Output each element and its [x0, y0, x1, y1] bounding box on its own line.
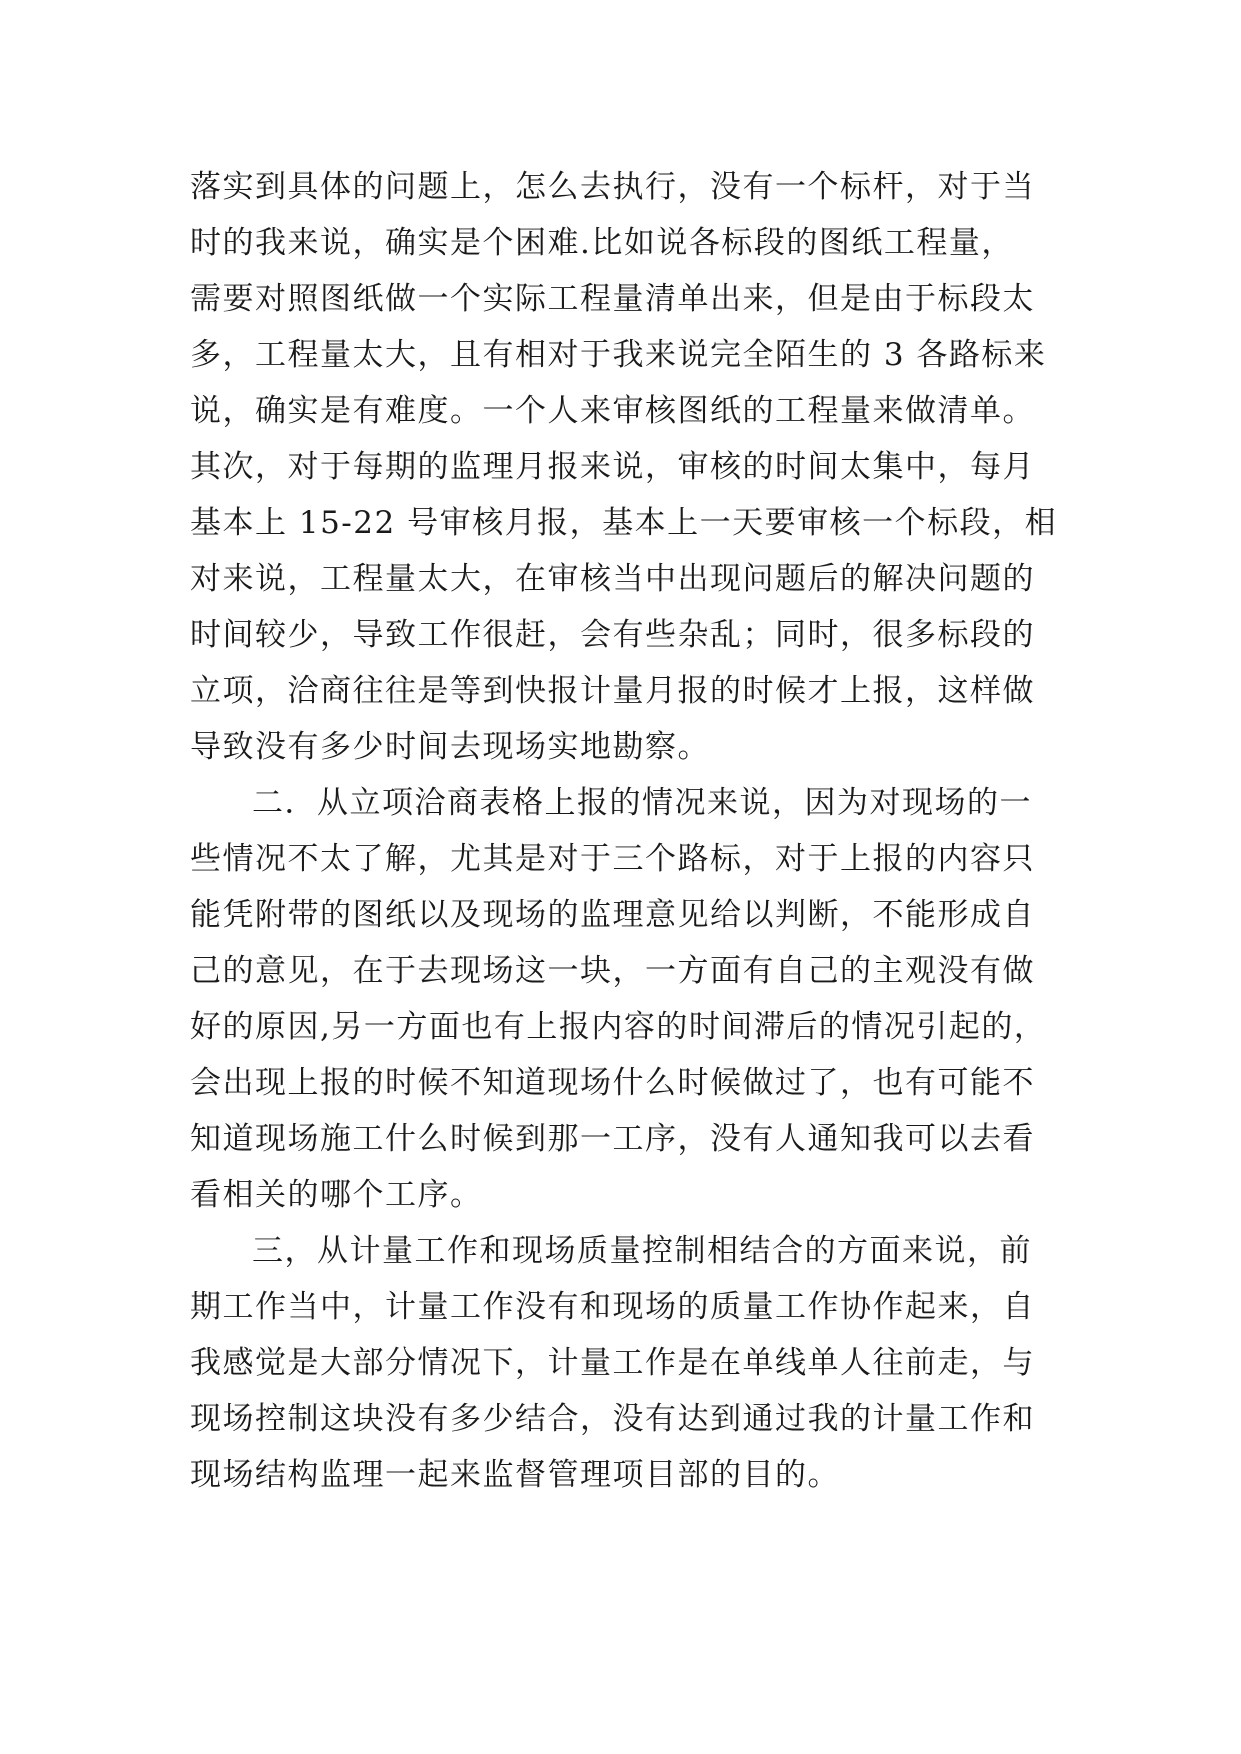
text-line-18: 知道现场施工什么时候到那一工序，没有人通知我可以去看	[190, 1121, 1035, 1157]
text-line-15: 己的意见，在于去现场这一块，一方面有自己的主观没有做	[190, 953, 1035, 989]
text-line-23: 现场控制这块没有多少结合，没有达到通过我的计量工作和	[190, 1401, 1035, 1437]
text-line-21: 期工作当中，计量工作没有和现场的质量工作协作起来，自	[190, 1289, 1035, 1325]
text-line-17: 会出现上报的时候不知道现场什么时候做过了，也有可能不	[190, 1065, 1035, 1101]
text-line-2: 时的我来说，确实是个困难.比如说各标段的图纸工程量，	[190, 225, 1014, 261]
text-line-16: 好的原因,另一方面也有上报内容的时间滞后的情况引起的，	[190, 1009, 1047, 1045]
text-line-6: 其次，对于每期的监理月报来说，审核的时间太集中，每月	[190, 449, 1035, 485]
text-line-24: 现场结构监理一起来监督管理项目部的目的。	[190, 1457, 840, 1493]
text-line-11: 导致没有多少时间去现场实地勘察。	[190, 729, 710, 765]
text-line-22: 我感觉是大部分情况下，计量工作是在单线单人往前走，与	[190, 1345, 1035, 1381]
text-line-13: 些情况不太了解，尤其是对于三个路标，对于上报的内容只	[190, 841, 1035, 877]
text-line-10: 立项，洽商往往是等到快报计量月报的时候才上报，这样做	[190, 673, 1035, 709]
text-line-3: 需要对照图纸做一个实际工程量清单出来，但是由于标段太	[190, 281, 1035, 317]
text-line-19: 看相关的哪个工序。	[190, 1177, 483, 1213]
text-line-9: 时间较少，导致工作很赶，会有些杂乱；同时，很多标段的	[190, 617, 1035, 653]
paragraph-2-first-line: 二．从立项洽商表格上报的情况来说，因为对现场的一	[252, 785, 1032, 821]
text-line-1: 落实到具体的问题上，怎么去执行，没有一个标杆，对于当	[190, 169, 1035, 205]
text-line-14: 能凭附带的图纸以及现场的监理意见给以判断，不能形成自	[190, 897, 1035, 933]
text-line-7: 基本上 15-22 号审核月报，基本上一天要审核一个标段，相	[190, 505, 1058, 541]
paragraph-3-first-line: 三，从计量工作和现场质量控制相结合的方面来说，前	[252, 1233, 1032, 1269]
text-line-4: 多，工程量太大，且有相对于我来说完全陌生的 3 各路标来	[190, 337, 1047, 373]
text-line-8: 对来说，工程量太大，在审核当中出现问题后的解决问题的	[190, 561, 1035, 597]
text-line-5: 说，确实是有难度。一个人来审核图纸的工程量来做清单。	[190, 393, 1035, 429]
